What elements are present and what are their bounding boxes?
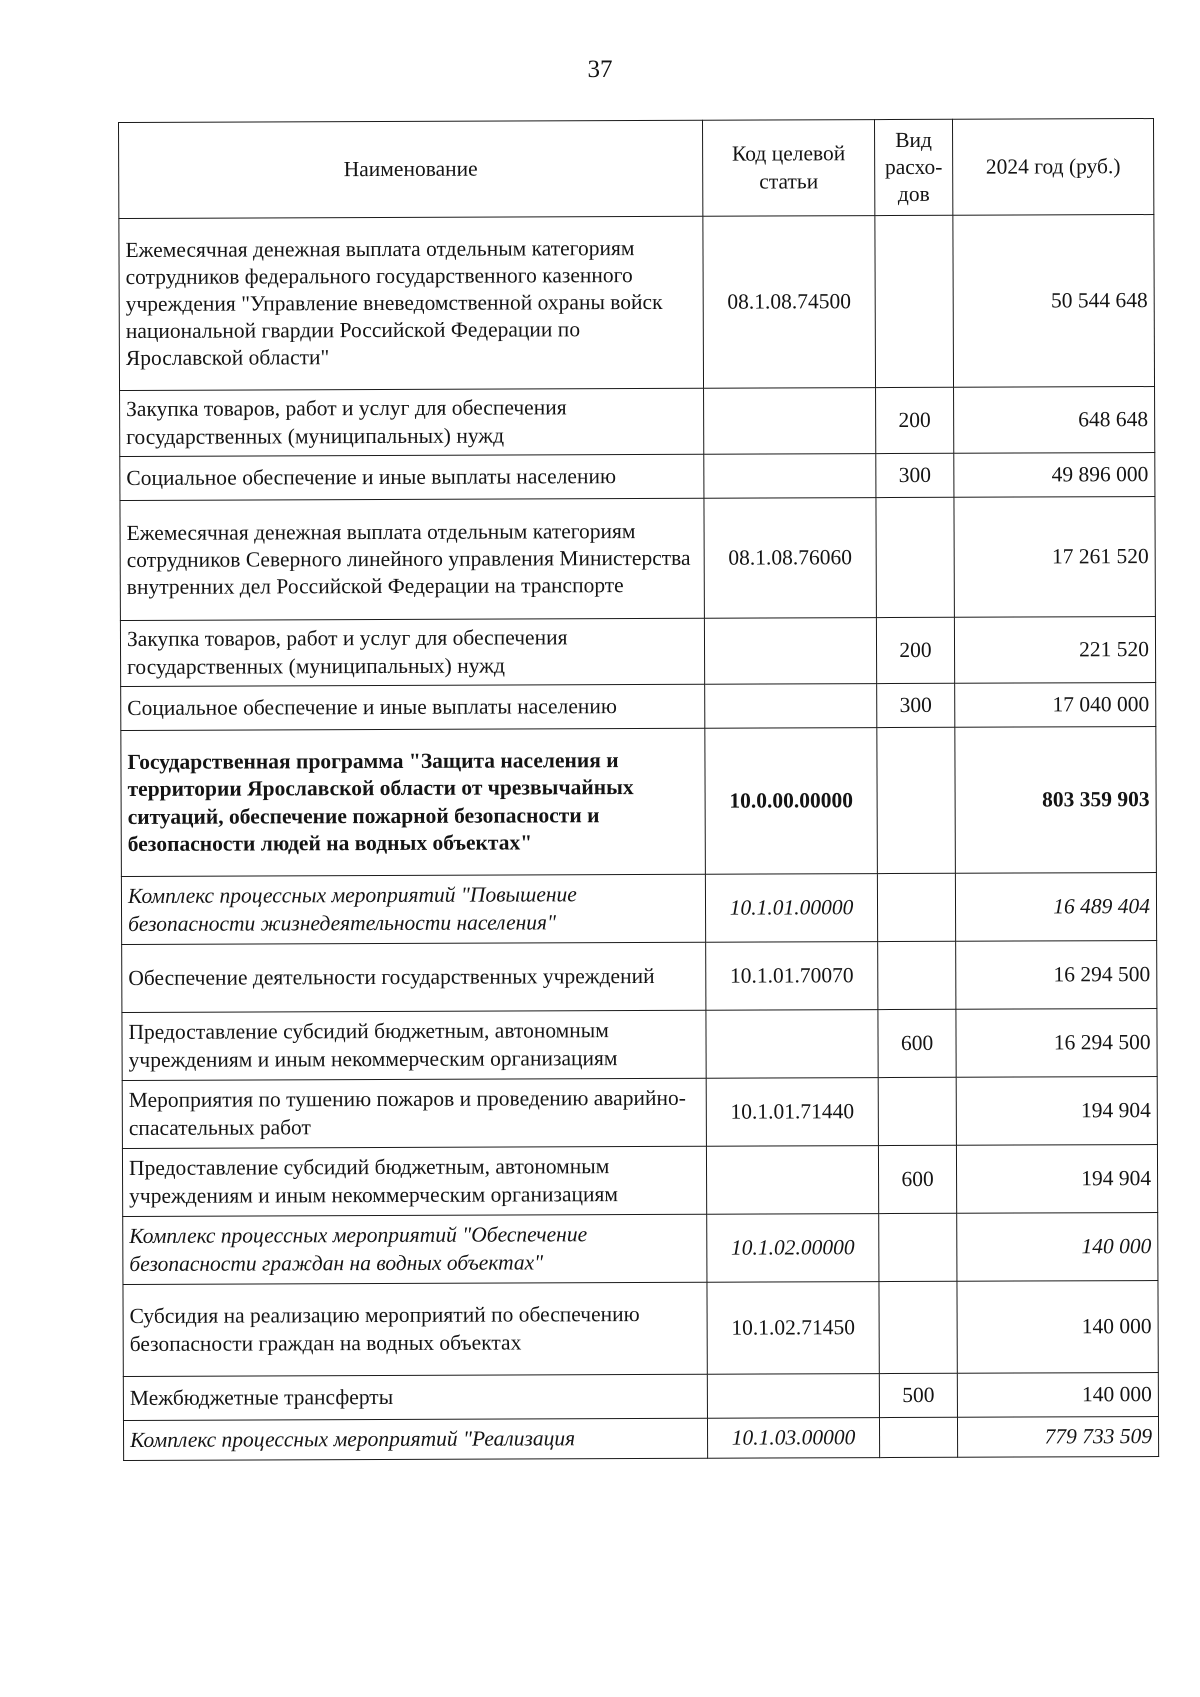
header-code: Код целевой статьи: [702, 120, 874, 217]
row-code: 10.1.03.00000: [707, 1418, 879, 1459]
row-name: Социальное обеспечение и иные выплаты населению: [120, 454, 704, 500]
row-name: Ежемесячная денежная выплата отдельным категориям сотрудников федерального государственного казенного учреждения "Управление вневедомственной охраны войск национальной гвардии Российской Федерации по Ярославской области": [119, 216, 704, 390]
row-sum: 49 896 000: [954, 453, 1155, 498]
row-sum: 17 261 520: [954, 497, 1155, 618]
row-kind: [877, 727, 956, 873]
row-kind: [877, 873, 955, 941]
row-sum: 648 648: [954, 387, 1155, 454]
row-sum: 803 359 903: [955, 727, 1157, 874]
row-kind: 500: [879, 1373, 957, 1417]
row-kind: [879, 1417, 957, 1457]
header-sum: 2024 год (руб.): [952, 119, 1153, 216]
table-row-complex: [123, 1417, 1158, 1461]
budget-table: [118, 118, 1159, 1461]
row-code: [705, 684, 877, 729]
row-name: Закупка товаров, работ и услуг для обеспечения государственных (муниципальных) нужд: [120, 618, 704, 686]
row-code: [706, 1010, 878, 1079]
row-name: Комплекс процессных мероприятий "Обеспечение безопасности граждан на водных объектах": [123, 1214, 707, 1284]
row-name: Предоставление субсидий бюджетным, автономным учреждениям и иным некоммерческим организациям: [122, 1146, 706, 1216]
row-name: Межбюджетные трансферты: [123, 1374, 707, 1420]
row-code: [706, 1146, 878, 1215]
row-code: 10.1.02.00000: [707, 1214, 879, 1283]
table-row: [123, 1373, 1158, 1421]
table-row: [120, 617, 1155, 687]
table-row: [123, 1281, 1158, 1377]
row-name: Предоставление субсидий бюджетным, автономным учреждениям и иным некоммерческим организациям: [122, 1010, 706, 1080]
row-code: [707, 1374, 879, 1419]
table-row: [122, 1145, 1157, 1217]
row-kind: 600: [878, 1145, 956, 1213]
table-row: [120, 453, 1155, 501]
table-row: [122, 1009, 1157, 1081]
row-code: 08.1.08.76060: [704, 498, 876, 619]
row-kind: 200: [876, 617, 954, 683]
page-number: 37: [587, 56, 613, 83]
row-kind: 300: [876, 453, 954, 497]
row-code: 10.1.01.00000: [705, 874, 877, 943]
row-kind: 300: [877, 683, 955, 727]
table-row: [120, 497, 1155, 621]
row-sum: 16 294 500: [956, 941, 1157, 1010]
row-kind: [875, 215, 954, 387]
table-row: [121, 683, 1156, 731]
row-kind: 200: [876, 387, 954, 453]
table-header-row: [119, 119, 1154, 219]
row-code: [704, 454, 876, 499]
table-row-complex: [123, 1213, 1158, 1285]
row-code: 10.1.01.71440: [706, 1078, 878, 1147]
row-name: Комплекс процессных мероприятий "Реализация: [123, 1418, 707, 1460]
row-name: Ежемесячная денежная выплата отдельным категориям сотрудников Северного линейного управления Министерства внутренних дел Российской Федерации на транспорте: [120, 498, 704, 620]
row-sum: 779 733 509: [957, 1417, 1158, 1458]
row-name: Государственная программа "Защита населения и территории Ярославской области от чрезвычайных ситуаций, обеспечение пожарной безопасности и безопасности людей на водных объектах": [121, 728, 706, 876]
row-code: [704, 388, 876, 455]
table-row: [122, 1077, 1157, 1149]
row-code: 08.1.08.74500: [703, 216, 876, 389]
row-sum: 16 489 404: [955, 873, 1156, 942]
row-name: Мероприятия по тушению пожаров и проведению аварийно-спасательных работ: [122, 1078, 706, 1148]
table-row: [120, 387, 1155, 457]
table-row: [119, 215, 1155, 391]
row-code: [704, 618, 876, 685]
row-kind: 600: [878, 1009, 956, 1077]
row-sum: 194 904: [956, 1077, 1157, 1146]
row-sum: 17 040 000: [955, 683, 1156, 728]
row-name: Закупка товаров, работ и услуг для обеспечения государственных (муниципальных) нужд: [120, 388, 704, 456]
row-code: 10.1.01.70070: [706, 942, 878, 1011]
row-kind: [879, 1213, 957, 1281]
row-name: Социальное обеспечение и иные выплаты населению: [121, 684, 705, 730]
row-sum: 140 000: [957, 1281, 1158, 1374]
row-sum: 140 000: [957, 1373, 1158, 1418]
row-name: Комплекс процессных мероприятий "Повышение безопасности жизнедеятельности населения": [121, 874, 705, 944]
header-kind: Вид расхо-дов: [874, 119, 952, 215]
row-name: Субсидия на реализацию мероприятий по обеспечению безопасности граждан на водных объектах: [123, 1282, 707, 1376]
row-sum: 221 520: [954, 617, 1155, 684]
row-kind: [876, 497, 954, 617]
row-name: Обеспечение деятельности государственных учреждений: [122, 942, 706, 1012]
row-kind: [878, 1077, 956, 1145]
row-sum: 50 544 648: [953, 215, 1155, 388]
row-kind: [878, 941, 956, 1009]
row-sum: 140 000: [957, 1213, 1158, 1282]
table-row: [122, 941, 1157, 1013]
row-sum: 16 294 500: [956, 1009, 1157, 1078]
header-name: Наименование: [119, 120, 703, 218]
row-sum: 194 904: [956, 1145, 1157, 1214]
table-row-complex: [121, 873, 1156, 945]
row-code: 10.1.02.71450: [707, 1282, 879, 1375]
row-code: 10.0.00.00000: [705, 728, 878, 875]
table-row-program: [121, 727, 1157, 877]
row-kind: [879, 1281, 957, 1373]
